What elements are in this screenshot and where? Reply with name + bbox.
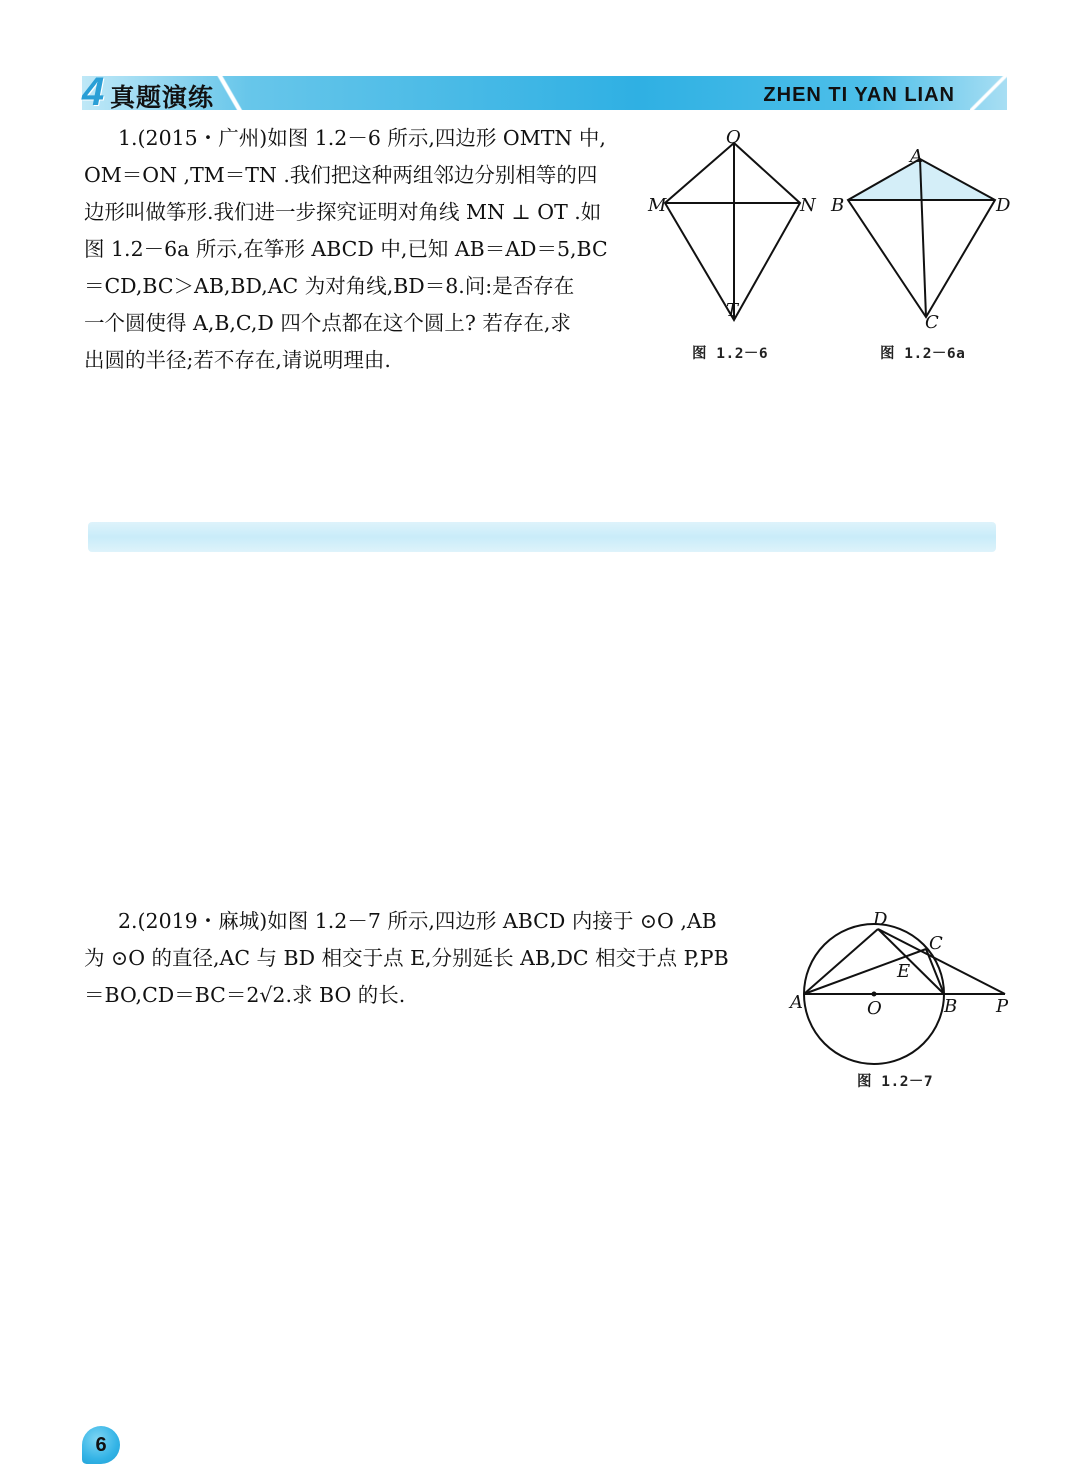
banner-divider <box>214 76 244 110</box>
section-number: 4 <box>82 70 105 114</box>
page-number-badge: 6 <box>82 1426 120 1464</box>
label-n: N <box>800 195 816 216</box>
figure-caption: 图 1.2－6a <box>880 346 966 362</box>
problem-1-text <box>84 120 636 379</box>
problem-2-line: ＝BO,CD＝BC＝2√2.求 BO 的长. <box>84 983 406 1007</box>
label-b: B <box>831 195 845 216</box>
problem-2-text <box>84 903 778 1014</box>
figure-circle-abcd <box>785 905 1025 1070</box>
label-c: C <box>925 312 939 333</box>
label-e: E <box>897 961 911 982</box>
problem-1-line: 1.(2015・广州)如图 1.2－6 所示,四边形 OMTN 中, <box>118 126 606 150</box>
problem-1-line: 图 1.2－6a 所示,在筝形 ABCD 中,已知 AB＝AD＝5,BC <box>84 237 608 261</box>
label-o: O <box>726 127 741 148</box>
figure-caption: 图 1.2－7 <box>857 1074 934 1090</box>
figure-kite-abcd <box>830 145 1020 335</box>
figure-caption: 图 1.2－6 <box>692 346 769 362</box>
section-title-pinyin: ZHEN TI YAN LIAN <box>763 84 955 106</box>
label-t: T <box>726 300 739 321</box>
label-a: A <box>910 146 923 167</box>
problem-1-line: ＝CD,BC＞AB,BD,AC 为对角线,BD＝8.问:是否存在 <box>84 274 575 298</box>
label-p: P <box>996 996 1009 1017</box>
problem-2-line: 2.(2019・麻城)如图 1.2－7 所示,四边形 ABCD 内接于 ⊙O ,AB <box>118 909 717 933</box>
label-a: A <box>790 992 803 1013</box>
separator-band <box>88 522 996 552</box>
problem-2-line: 为 ⊙O 的直径,AC 与 BD 相交于点 E,分别延长 AB,DC 相交于点 P,PB <box>84 946 729 970</box>
problem-1-line: 边形叫做筝形.我们进一步探究证明对角线 MN ⊥ OT .如 <box>84 200 602 224</box>
problem-1-line: OM＝ON ,TM＝TN .我们把这种两组邻边分别相等的四 <box>84 163 598 187</box>
problem-1-line: 一个圆使得 A,B,C,D 四个点都在这个圆上? 若存在,求 <box>84 311 571 335</box>
problem-1-line: 出圆的半径;若不存在,请说明理由. <box>84 348 391 372</box>
banner-arrow-decoration <box>970 76 1007 110</box>
label-d: D <box>996 195 1011 216</box>
label-m: M <box>648 195 667 216</box>
figure-kite-omtn <box>640 125 820 325</box>
label-o: O <box>867 998 882 1019</box>
label-b: B <box>944 996 958 1017</box>
label-c: C <box>929 933 943 954</box>
label-d: D <box>873 909 888 930</box>
section-title: 真题演练 <box>110 83 215 112</box>
